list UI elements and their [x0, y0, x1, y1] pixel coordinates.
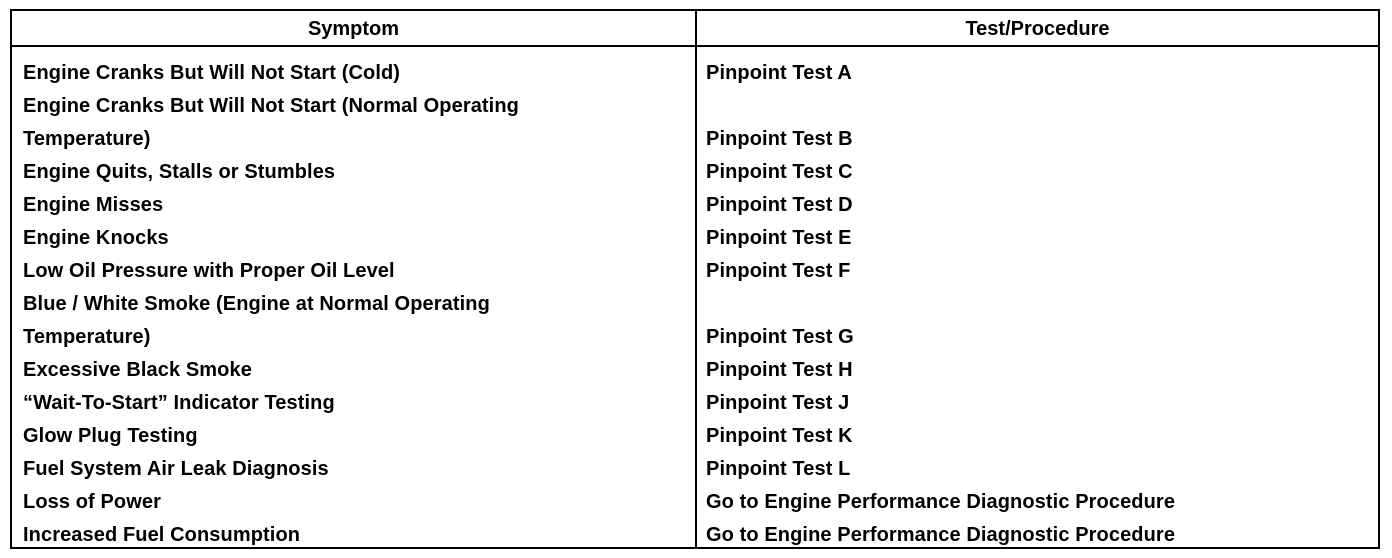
symptom-cell-continued: Temperature)	[23, 326, 151, 348]
test-cell: Pinpoint Test C	[706, 161, 853, 183]
column-divider	[695, 11, 697, 547]
test-procedure-column	[706, 57, 1376, 552]
symptom-cell: Blue / White Smoke (Engine at Normal Operating	[23, 293, 490, 315]
symptom-cell: Loss of Power	[23, 491, 161, 513]
test-cell: Pinpoint Test J	[706, 392, 850, 414]
test-cell: Pinpoint Test L	[706, 458, 851, 480]
symptom-cell: Engine Misses	[23, 194, 164, 216]
symptom-cell: Engine Quits, Stalls or Stumbles	[23, 161, 336, 183]
symptom-cell: Engine Knocks	[23, 227, 169, 249]
test-cell: Pinpoint Test A	[706, 62, 852, 84]
symptom-cell: Engine Cranks But Will Not Start (Normal Operating	[23, 95, 519, 117]
test-cell: Go to Engine Performance Diagnostic Procedure	[706, 524, 1176, 546]
test-cell: Go to Engine Performance Diagnostic Procedure	[706, 491, 1176, 513]
test-cell: Pinpoint Test D	[706, 194, 853, 216]
symptom-test-table	[10, 9, 1380, 549]
symptom-cell: “Wait-To-Start” Indicator Testing	[23, 392, 335, 414]
test-cell: Pinpoint Test H	[706, 359, 853, 381]
test-cell: Pinpoint Test E	[706, 227, 852, 249]
symptom-column	[23, 57, 683, 552]
test-cell-blank	[706, 288, 1376, 321]
symptom-cell: Engine Cranks But Will Not Start (Cold)	[23, 62, 401, 84]
symptom-cell: Fuel System Air Leak Diagnosis	[23, 458, 329, 480]
test-cell: Pinpoint Test G	[706, 326, 854, 348]
header-symptom: Symptom	[307, 18, 400, 40]
test-cell: Pinpoint Test F	[706, 260, 851, 282]
symptom-cell: Excessive Black Smoke	[23, 359, 252, 381]
test-cell-blank	[706, 90, 1376, 123]
symptom-cell: Glow Plug Testing	[23, 425, 198, 447]
symptom-cell: Low Oil Pressure with Proper Oil Level	[23, 260, 395, 282]
symptom-cell-continued: Temperature)	[23, 128, 151, 150]
test-cell: Pinpoint Test K	[706, 425, 853, 447]
test-cell: Pinpoint Test B	[706, 128, 853, 150]
header-test-procedure: Test/Procedure	[965, 18, 1110, 40]
symptom-cell: Increased Fuel Consumption	[23, 524, 301, 546]
